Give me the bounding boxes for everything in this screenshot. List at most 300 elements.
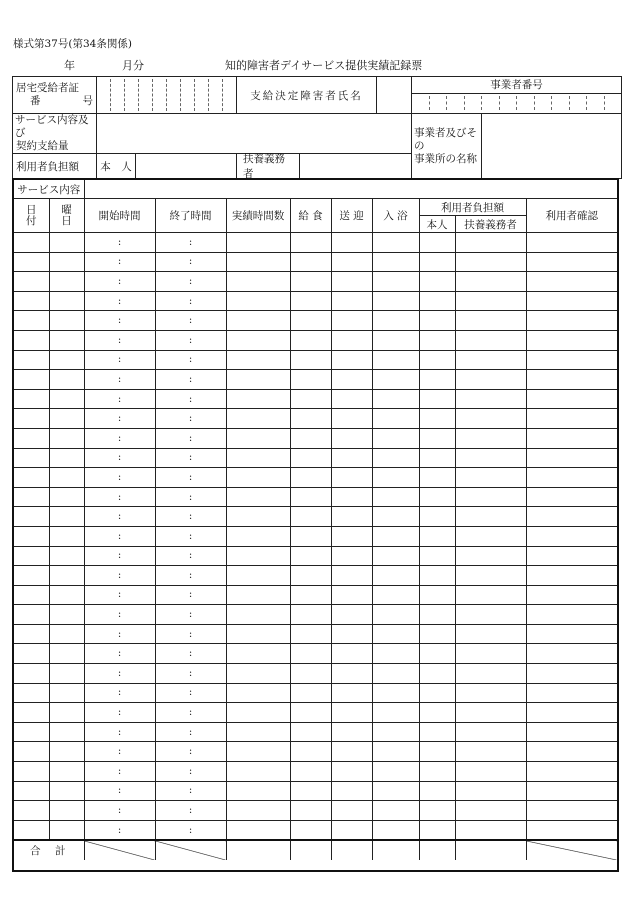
start-time-cell[interactable] xyxy=(84,487,155,507)
bath-cell[interactable] xyxy=(372,409,419,429)
end-time-cell[interactable] xyxy=(155,801,226,821)
bath-cell[interactable] xyxy=(372,507,419,527)
burden-self-cell[interactable] xyxy=(419,742,455,762)
bath-cell[interactable] xyxy=(372,585,419,605)
burden-self-cell[interactable] xyxy=(419,252,455,272)
day-cell[interactable] xyxy=(14,605,49,625)
meal-cell[interactable] xyxy=(290,487,331,507)
weekday-cell[interactable] xyxy=(49,272,84,292)
bath-cell[interactable] xyxy=(372,801,419,821)
meal-cell[interactable] xyxy=(290,350,331,370)
start-time-cell[interactable] xyxy=(84,389,155,409)
weekday-cell[interactable] xyxy=(49,546,84,566)
burden-self-cell[interactable] xyxy=(419,448,455,468)
bath-cell[interactable] xyxy=(372,703,419,723)
confirmation-cell[interactable] xyxy=(526,370,617,390)
meal-cell[interactable] xyxy=(290,566,331,586)
burden-guardian-cell[interactable] xyxy=(455,487,526,507)
burden-guardian-cell[interactable] xyxy=(455,566,526,586)
bath-cell[interactable] xyxy=(372,370,419,390)
burden-self-cell[interactable] xyxy=(419,507,455,527)
actual-hours-cell[interactable] xyxy=(226,683,290,703)
end-time-cell[interactable] xyxy=(155,703,226,723)
weekday-cell[interactable] xyxy=(49,566,84,586)
transport-cell[interactable] xyxy=(331,762,372,782)
bath-cell[interactable] xyxy=(372,448,419,468)
day-cell[interactable] xyxy=(14,742,49,762)
burden-self-cell[interactable] xyxy=(419,468,455,488)
day-cell[interactable] xyxy=(14,428,49,448)
actual-hours-cell[interactable] xyxy=(226,605,290,625)
confirmation-cell[interactable] xyxy=(526,742,617,762)
actual-hours-cell[interactable] xyxy=(226,350,290,370)
burden-guardian-cell[interactable] xyxy=(455,781,526,801)
provider-number-field[interactable] xyxy=(412,93,622,113)
bath-cell[interactable] xyxy=(372,644,419,664)
bath-cell[interactable] xyxy=(372,546,419,566)
decided-person-name-field[interactable] xyxy=(377,77,412,114)
start-time-cell[interactable] xyxy=(84,585,155,605)
burden-guardian-cell[interactable] xyxy=(455,742,526,762)
burden-guardian-cell[interactable] xyxy=(455,389,526,409)
burden-guardian-cell[interactable] xyxy=(455,683,526,703)
actual-hours-cell[interactable] xyxy=(226,487,290,507)
end-time-cell[interactable] xyxy=(155,781,226,801)
confirmation-cell[interactable] xyxy=(526,762,617,782)
start-time-cell[interactable] xyxy=(84,409,155,429)
end-time-cell[interactable] xyxy=(155,272,226,292)
weekday-cell[interactable] xyxy=(49,624,84,644)
weekday-cell[interactable] xyxy=(49,526,84,546)
end-time-cell[interactable] xyxy=(155,428,226,448)
start-time-cell[interactable] xyxy=(84,448,155,468)
total-actual-hours[interactable] xyxy=(226,840,290,860)
start-time-cell[interactable] xyxy=(84,370,155,390)
confirmation-cell[interactable] xyxy=(526,350,617,370)
burden-guardian-cell[interactable] xyxy=(455,272,526,292)
meal-cell[interactable] xyxy=(290,781,331,801)
start-time-cell[interactable] xyxy=(84,507,155,527)
burden-guardian-cell[interactable] xyxy=(455,605,526,625)
meal-cell[interactable] xyxy=(290,703,331,723)
start-time-cell[interactable] xyxy=(84,703,155,723)
meal-cell[interactable] xyxy=(290,664,331,684)
burden-self-cell[interactable] xyxy=(419,291,455,311)
end-time-cell[interactable] xyxy=(155,233,226,253)
day-cell[interactable] xyxy=(14,722,49,742)
end-time-cell[interactable] xyxy=(155,389,226,409)
meal-cell[interactable] xyxy=(290,428,331,448)
actual-hours-cell[interactable] xyxy=(226,428,290,448)
confirmation-cell[interactable] xyxy=(526,330,617,350)
weekday-cell[interactable] xyxy=(49,762,84,782)
meal-cell[interactable] xyxy=(290,252,331,272)
weekday-cell[interactable] xyxy=(49,683,84,703)
bath-cell[interactable] xyxy=(372,330,419,350)
bath-cell[interactable] xyxy=(372,605,419,625)
total-burden-guardian[interactable] xyxy=(455,840,526,860)
burden-self-cell[interactable] xyxy=(419,624,455,644)
end-time-cell[interactable] xyxy=(155,291,226,311)
transport-cell[interactable] xyxy=(331,801,372,821)
start-time-cell[interactable] xyxy=(84,781,155,801)
transport-cell[interactable] xyxy=(331,526,372,546)
meal-cell[interactable] xyxy=(290,683,331,703)
meal-cell[interactable] xyxy=(290,291,331,311)
meal-cell[interactable] xyxy=(290,722,331,742)
bath-cell[interactable] xyxy=(372,526,419,546)
total-bath[interactable] xyxy=(372,840,419,860)
meal-cell[interactable] xyxy=(290,233,331,253)
confirmation-cell[interactable] xyxy=(526,605,617,625)
end-time-cell[interactable] xyxy=(155,820,226,840)
meal-cell[interactable] xyxy=(290,801,331,821)
meal-cell[interactable] xyxy=(290,605,331,625)
end-time-cell[interactable] xyxy=(155,448,226,468)
bath-cell[interactable] xyxy=(372,291,419,311)
day-cell[interactable] xyxy=(14,468,49,488)
confirmation-cell[interactable] xyxy=(526,311,617,331)
weekday-cell[interactable] xyxy=(49,644,84,664)
start-time-cell[interactable] xyxy=(84,605,155,625)
burden-self-cell[interactable] xyxy=(419,801,455,821)
weekday-cell[interactable] xyxy=(49,291,84,311)
day-cell[interactable] xyxy=(14,526,49,546)
confirmation-cell[interactable] xyxy=(526,781,617,801)
confirmation-cell[interactable] xyxy=(526,272,617,292)
confirmation-cell[interactable] xyxy=(526,722,617,742)
confirmation-cell[interactable] xyxy=(526,624,617,644)
day-cell[interactable] xyxy=(14,233,49,253)
actual-hours-cell[interactable] xyxy=(226,624,290,644)
actual-hours-cell[interactable] xyxy=(226,370,290,390)
actual-hours-cell[interactable] xyxy=(226,644,290,664)
burden-self-cell[interactable] xyxy=(419,820,455,840)
bath-cell[interactable] xyxy=(372,428,419,448)
end-time-cell[interactable] xyxy=(155,330,226,350)
weekday-cell[interactable] xyxy=(49,409,84,429)
actual-hours-cell[interactable] xyxy=(226,801,290,821)
actual-hours-cell[interactable] xyxy=(226,468,290,488)
day-cell[interactable] xyxy=(14,487,49,507)
burden-guardian-cell[interactable] xyxy=(455,762,526,782)
weekday-cell[interactable] xyxy=(49,722,84,742)
weekday-cell[interactable] xyxy=(49,507,84,527)
actual-hours-cell[interactable] xyxy=(226,526,290,546)
burden-self-cell[interactable] xyxy=(419,350,455,370)
day-cell[interactable] xyxy=(14,350,49,370)
actual-hours-cell[interactable] xyxy=(226,389,290,409)
meal-cell[interactable] xyxy=(290,526,331,546)
transport-cell[interactable] xyxy=(331,644,372,664)
actual-hours-cell[interactable] xyxy=(226,311,290,331)
day-cell[interactable] xyxy=(14,546,49,566)
confirmation-cell[interactable] xyxy=(526,664,617,684)
confirmation-cell[interactable] xyxy=(526,683,617,703)
transport-cell[interactable] xyxy=(331,233,372,253)
burden-self-cell[interactable] xyxy=(419,585,455,605)
confirmation-cell[interactable] xyxy=(526,546,617,566)
bath-cell[interactable] xyxy=(372,664,419,684)
end-time-cell[interactable] xyxy=(155,644,226,664)
confirmation-cell[interactable] xyxy=(526,487,617,507)
day-cell[interactable] xyxy=(14,311,49,331)
burden-guardian-cell[interactable] xyxy=(455,252,526,272)
burden-self-cell[interactable] xyxy=(419,703,455,723)
actual-hours-cell[interactable] xyxy=(226,703,290,723)
confirmation-cell[interactable] xyxy=(526,526,617,546)
confirmation-cell[interactable] xyxy=(526,468,617,488)
bath-cell[interactable] xyxy=(372,272,419,292)
start-time-cell[interactable] xyxy=(84,566,155,586)
burden-self-cell[interactable] xyxy=(419,389,455,409)
burden-self-cell[interactable] xyxy=(419,487,455,507)
burden-guardian-cell[interactable] xyxy=(455,801,526,821)
bath-cell[interactable] xyxy=(372,742,419,762)
weekday-cell[interactable] xyxy=(49,389,84,409)
burden-self-cell[interactable] xyxy=(419,409,455,429)
day-cell[interactable] xyxy=(14,820,49,840)
actual-hours-cell[interactable] xyxy=(226,448,290,468)
weekday-cell[interactable] xyxy=(49,781,84,801)
burden-guardian-cell[interactable] xyxy=(455,664,526,684)
transport-cell[interactable] xyxy=(331,507,372,527)
total-meal[interactable] xyxy=(290,840,331,860)
end-time-cell[interactable] xyxy=(155,507,226,527)
burden-guardian-cell[interactable] xyxy=(455,507,526,527)
burden-guardian-cell[interactable] xyxy=(455,330,526,350)
end-time-cell[interactable] xyxy=(155,742,226,762)
day-cell[interactable] xyxy=(14,703,49,723)
meal-cell[interactable] xyxy=(290,468,331,488)
transport-cell[interactable] xyxy=(331,820,372,840)
confirmation-cell[interactable] xyxy=(526,252,617,272)
confirmation-cell[interactable] xyxy=(526,389,617,409)
day-cell[interactable] xyxy=(14,762,49,782)
transport-cell[interactable] xyxy=(331,311,372,331)
end-time-cell[interactable] xyxy=(155,409,226,429)
transport-cell[interactable] xyxy=(331,330,372,350)
end-time-cell[interactable] xyxy=(155,664,226,684)
start-time-cell[interactable] xyxy=(84,428,155,448)
start-time-cell[interactable] xyxy=(84,683,155,703)
actual-hours-cell[interactable] xyxy=(226,546,290,566)
burden-guardian-cell[interactable] xyxy=(455,546,526,566)
burden-guardian-cell[interactable] xyxy=(455,644,526,664)
meal-cell[interactable] xyxy=(290,409,331,429)
burden-self-cell[interactable] xyxy=(419,762,455,782)
transport-cell[interactable] xyxy=(331,291,372,311)
bath-cell[interactable] xyxy=(372,820,419,840)
start-time-cell[interactable] xyxy=(84,311,155,331)
start-time-cell[interactable] xyxy=(84,526,155,546)
meal-cell[interactable] xyxy=(290,624,331,644)
actual-hours-cell[interactable] xyxy=(226,330,290,350)
actual-hours-cell[interactable] xyxy=(226,291,290,311)
actual-hours-cell[interactable] xyxy=(226,742,290,762)
bath-cell[interactable] xyxy=(372,311,419,331)
day-cell[interactable] xyxy=(14,409,49,429)
total-burden-self[interactable] xyxy=(419,840,455,860)
confirmation-cell[interactable] xyxy=(526,644,617,664)
transport-cell[interactable] xyxy=(331,683,372,703)
actual-hours-cell[interactable] xyxy=(226,722,290,742)
transport-cell[interactable] xyxy=(331,566,372,586)
weekday-cell[interactable] xyxy=(49,350,84,370)
day-cell[interactable] xyxy=(14,370,49,390)
bath-cell[interactable] xyxy=(372,781,419,801)
end-time-cell[interactable] xyxy=(155,252,226,272)
service-content-field[interactable] xyxy=(84,180,617,199)
bath-cell[interactable] xyxy=(372,233,419,253)
weekday-cell[interactable] xyxy=(49,330,84,350)
burden-self-cell[interactable] xyxy=(419,272,455,292)
bath-cell[interactable] xyxy=(372,389,419,409)
confirmation-cell[interactable] xyxy=(526,801,617,821)
burden-guardian-cell[interactable] xyxy=(455,468,526,488)
day-cell[interactable] xyxy=(14,330,49,350)
bath-cell[interactable] xyxy=(372,487,419,507)
confirmation-cell[interactable] xyxy=(526,820,617,840)
transport-cell[interactable] xyxy=(331,742,372,762)
day-cell[interactable] xyxy=(14,801,49,821)
actual-hours-cell[interactable] xyxy=(226,272,290,292)
burden-guardian-cell[interactable] xyxy=(455,370,526,390)
end-time-cell[interactable] xyxy=(155,526,226,546)
bath-cell[interactable] xyxy=(372,722,419,742)
transport-cell[interactable] xyxy=(331,703,372,723)
total-transport[interactable] xyxy=(331,840,372,860)
transport-cell[interactable] xyxy=(331,624,372,644)
provider-name-field[interactable] xyxy=(482,114,622,179)
confirmation-cell[interactable] xyxy=(526,233,617,253)
transport-cell[interactable] xyxy=(331,722,372,742)
transport-cell[interactable] xyxy=(331,664,372,684)
burden-guardian-cell[interactable] xyxy=(455,585,526,605)
transport-cell[interactable] xyxy=(331,781,372,801)
transport-cell[interactable] xyxy=(331,585,372,605)
burden-self-cell[interactable] xyxy=(419,370,455,390)
weekday-cell[interactable] xyxy=(49,448,84,468)
confirmation-cell[interactable] xyxy=(526,703,617,723)
start-time-cell[interactable] xyxy=(84,546,155,566)
start-time-cell[interactable] xyxy=(84,820,155,840)
meal-cell[interactable] xyxy=(290,389,331,409)
start-time-cell[interactable] xyxy=(84,644,155,664)
transport-cell[interactable] xyxy=(331,448,372,468)
weekday-cell[interactable] xyxy=(49,605,84,625)
burden-self-cell[interactable] xyxy=(419,428,455,448)
start-time-cell[interactable] xyxy=(84,468,155,488)
actual-hours-cell[interactable] xyxy=(226,781,290,801)
day-cell[interactable] xyxy=(14,624,49,644)
actual-hours-cell[interactable] xyxy=(226,233,290,253)
weekday-cell[interactable] xyxy=(49,252,84,272)
start-time-cell[interactable] xyxy=(84,252,155,272)
bath-cell[interactable] xyxy=(372,683,419,703)
weekday-cell[interactable] xyxy=(49,311,84,331)
burden-guardian-cell[interactable] xyxy=(455,703,526,723)
burden-guardian-cell[interactable] xyxy=(455,233,526,253)
self-burden-cell[interactable] xyxy=(97,154,237,179)
start-time-cell[interactable] xyxy=(84,233,155,253)
end-time-cell[interactable] xyxy=(155,605,226,625)
end-time-cell[interactable] xyxy=(155,566,226,586)
meal-cell[interactable] xyxy=(290,330,331,350)
burden-guardian-cell[interactable] xyxy=(455,291,526,311)
end-time-cell[interactable] xyxy=(155,722,226,742)
burden-self-cell[interactable] xyxy=(419,644,455,664)
bath-cell[interactable] xyxy=(372,762,419,782)
actual-hours-cell[interactable] xyxy=(226,252,290,272)
actual-hours-cell[interactable] xyxy=(226,585,290,605)
end-time-cell[interactable] xyxy=(155,762,226,782)
meal-cell[interactable] xyxy=(290,370,331,390)
bath-cell[interactable] xyxy=(372,350,419,370)
burden-guardian-cell[interactable] xyxy=(455,448,526,468)
end-time-cell[interactable] xyxy=(155,311,226,331)
burden-guardian-cell[interactable] xyxy=(455,526,526,546)
meal-cell[interactable] xyxy=(290,742,331,762)
confirmation-cell[interactable] xyxy=(526,409,617,429)
end-time-cell[interactable] xyxy=(155,585,226,605)
weekday-cell[interactable] xyxy=(49,664,84,684)
weekday-cell[interactable] xyxy=(49,585,84,605)
day-cell[interactable] xyxy=(14,272,49,292)
weekday-cell[interactable] xyxy=(49,370,84,390)
end-time-cell[interactable] xyxy=(155,468,226,488)
end-time-cell[interactable] xyxy=(155,487,226,507)
burden-self-cell[interactable] xyxy=(419,566,455,586)
weekday-cell[interactable] xyxy=(49,233,84,253)
start-time-cell[interactable] xyxy=(84,722,155,742)
transport-cell[interactable] xyxy=(331,252,372,272)
transport-cell[interactable] xyxy=(331,272,372,292)
confirmation-cell[interactable] xyxy=(526,566,617,586)
burden-self-cell[interactable] xyxy=(419,722,455,742)
transport-cell[interactable] xyxy=(331,350,372,370)
weekday-cell[interactable] xyxy=(49,801,84,821)
meal-cell[interactable] xyxy=(290,546,331,566)
day-cell[interactable] xyxy=(14,664,49,684)
recipient-cert-number-field[interactable] xyxy=(97,77,237,114)
start-time-cell[interactable] xyxy=(84,330,155,350)
weekday-cell[interactable] xyxy=(49,468,84,488)
day-cell[interactable] xyxy=(14,389,49,409)
day-cell[interactable] xyxy=(14,683,49,703)
burden-self-cell[interactable] xyxy=(419,605,455,625)
end-time-cell[interactable] xyxy=(155,370,226,390)
actual-hours-cell[interactable] xyxy=(226,664,290,684)
burden-guardian-cell[interactable] xyxy=(455,311,526,331)
burden-guardian-cell[interactable] xyxy=(455,428,526,448)
actual-hours-cell[interactable] xyxy=(226,507,290,527)
start-time-cell[interactable] xyxy=(84,742,155,762)
burden-self-cell[interactable] xyxy=(419,781,455,801)
day-cell[interactable] xyxy=(14,781,49,801)
meal-cell[interactable] xyxy=(290,448,331,468)
transport-cell[interactable] xyxy=(331,487,372,507)
confirmation-cell[interactable] xyxy=(526,507,617,527)
end-time-cell[interactable] xyxy=(155,624,226,644)
start-time-cell[interactable] xyxy=(84,272,155,292)
burden-self-cell[interactable] xyxy=(419,664,455,684)
confirmation-cell[interactable] xyxy=(526,448,617,468)
burden-self-cell[interactable] xyxy=(419,311,455,331)
meal-cell[interactable] xyxy=(290,272,331,292)
day-cell[interactable] xyxy=(14,252,49,272)
bath-cell[interactable] xyxy=(372,624,419,644)
